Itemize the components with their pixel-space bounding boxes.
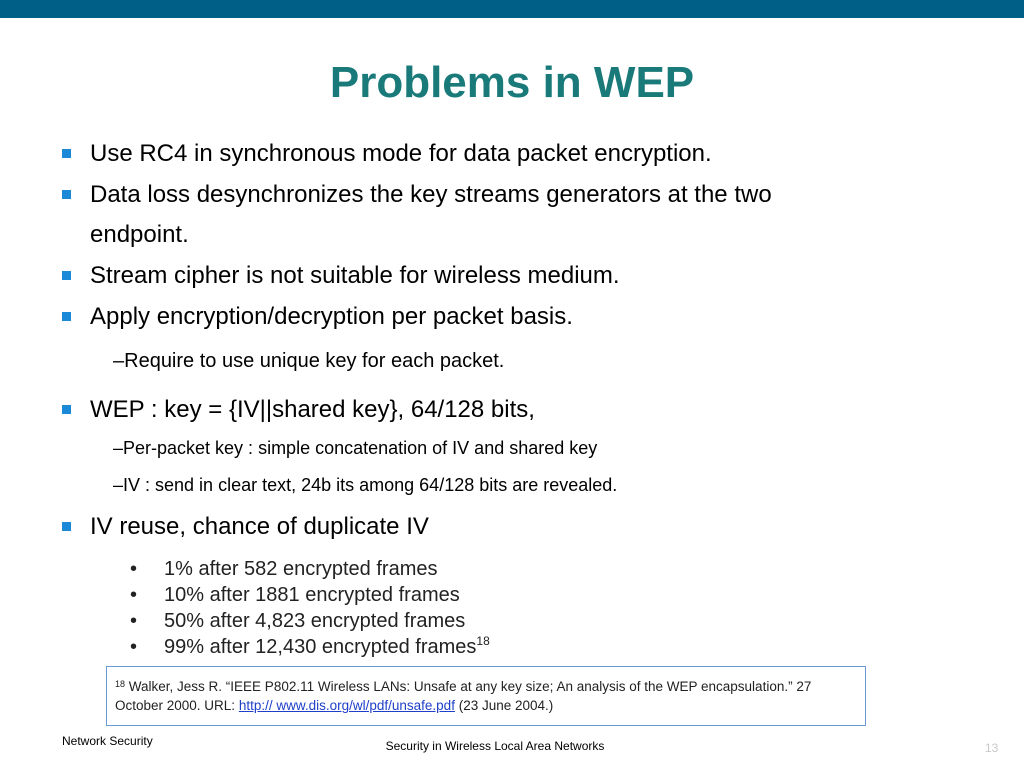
reference-mark: 18 — [115, 679, 126, 689]
reference-text: Walker, Jess R. “IEEE P802.11 Wireless LANs: Unsafe at any key size; An analysis of the WEP encapsulation.” 27 — [128, 679, 812, 694]
bullet-text: Data loss desynchronizes the key streams generators at the two — [90, 181, 772, 208]
stat-text: 99% after 12,430 encrypted frames — [164, 636, 477, 658]
slide-title: Problems in WEP — [329, 58, 695, 107]
dot-bullet: • — [130, 636, 138, 658]
reference-line-2 — [115, 698, 553, 713]
bullet-marker — [62, 190, 71, 199]
bullet-text: WEP : key = {IV||shared key}, 64/128 bits, — [90, 396, 535, 423]
stat-text: 1% after 582 encrypted frames — [164, 558, 438, 580]
top-bar — [0, 0, 1024, 18]
stat-text: 10% after 1881 encrypted frames — [164, 584, 460, 606]
reference-box — [106, 666, 866, 726]
bullet-text: Apply encryption/decryption per packet basis. — [90, 303, 573, 330]
sub-item: –Require to use unique key for each packet. — [113, 350, 505, 372]
reference-text-suffix: (23 June 2004.) — [454, 698, 554, 713]
dot-bullet: • — [130, 584, 138, 606]
sub-item: –IV : send in clear text, 24b its among 64/128 bits are revealed. — [113, 475, 618, 495]
bullet-marker — [62, 149, 71, 158]
dot-bullet: • — [130, 610, 138, 632]
dot-bullet: • — [130, 558, 138, 580]
bullet-text: IV reuse, chance of duplicate IV — [90, 513, 429, 540]
bullet-text: endpoint. — [90, 221, 189, 248]
bullet-text: Stream cipher is not suitable for wireless medium. — [90, 262, 620, 289]
bullet-marker — [62, 405, 71, 414]
reference-text-prefix: October 2000. URL: — [115, 698, 239, 713]
footnote-mark: 18 — [476, 634, 490, 648]
bullet-marker — [62, 271, 71, 280]
footer-course-name: Network Security — [62, 734, 153, 748]
bullet-marker — [62, 522, 71, 531]
footer-topic: Security in Wireless Local Area Networks — [385, 739, 605, 753]
bullet-marker — [62, 312, 71, 321]
bullet-text: Use RC4 in synchronous mode for data packet encryption. — [90, 140, 712, 167]
reference-line-1 — [115, 679, 811, 694]
reference-link[interactable]: http:// www.dis.org/wl/pdf/unsafe.pdf — [238, 698, 455, 713]
stat-text: 50% after 4,823 encrypted frames — [164, 610, 466, 632]
sub-item: –Per-packet key : simple concatenation of IV and shared key — [113, 438, 598, 458]
page-number: 13 — [985, 741, 999, 755]
stat-text-with-footnote — [164, 634, 490, 660]
